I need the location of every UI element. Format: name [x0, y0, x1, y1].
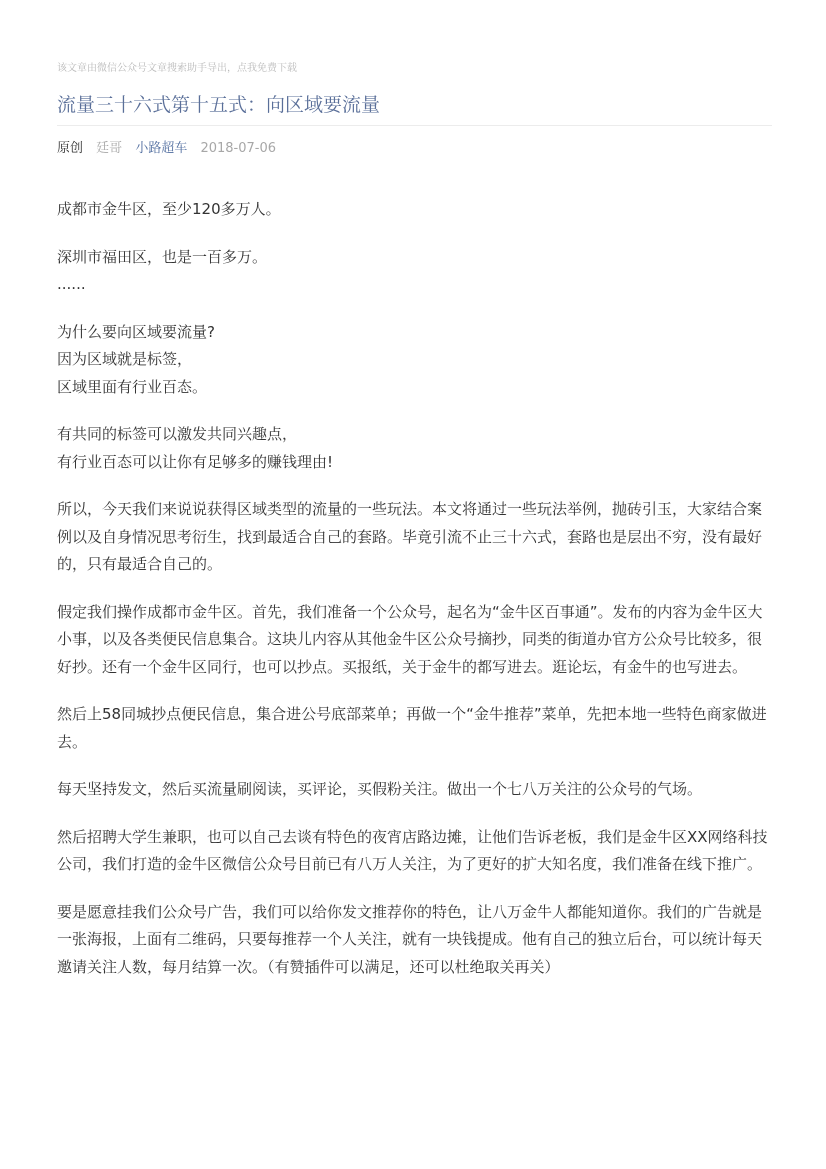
paragraph-7: 然后上58同城抄点便民信息，集合进公号底部菜单；再做一个“金牛推荐”菜单，先把本地一些特色商家做进去。	[57, 705, 767, 751]
paragraph-line: 为什么要向区域要流量?	[57, 322, 215, 341]
paragraph-line: 因为区域就是标签，	[57, 350, 193, 368]
article-body	[57, 196, 772, 1001]
paragraph-10: 要是愿意挂我们公众号广告，我们可以给你发文推荐你的特色，让八万金牛人都能知道你。我们的广告就是一张海报，上面有二维码，只要每推荐一个人关注，就有一块钱提成。他有自己的独立后台，可以统计每天邀请关注人数，每月结算一次。（有赞插件可以满足，还可以杜绝取关再关）	[57, 902, 763, 976]
paragraph-6: 假定我们操作成都市金牛区。首先，我们准备一个公众号，起名为“金牛区百事通”。发布的内容为金牛区大小事，以及各类便民信息集合。这块儿内容从其他金牛区公众号摘抄，同类的街道办官方公众号比较多，很好抄。还有一个金牛区同行，也可以抄点。买报纸，关于金牛的都写进去。逛论坛，有金牛的也写进去。	[57, 602, 763, 676]
paragraph-line: 区域里面有行业百态。	[57, 377, 208, 396]
paragraph-5: 所以，今天我们来说说获得区域类型的流量的一些玩法。本文将通过一些玩法举例，抛砖引玉，大家结合案例以及自身情况思考衍生，找到最适合自己的套路。毕竟引流不止三十六式，套路也是层出不穷，没有最好的，只有最适合自己的。	[57, 500, 763, 573]
paragraph-line: 成都市金牛区，至少120多万人。	[57, 200, 281, 218]
export-note-link[interactable]: 该文章由微信公众号文章搜索助手导出，点我免费下载	[57, 63, 297, 74]
paragraph-line: 有行业百态可以让你有足够多的赚钱理由!	[57, 452, 334, 471]
paragraph-9: 然后招聘大学生兼职，也可以自己去谈有特色的夜宵店路边摊，让他们告诉老板，我们是金牛区XX网络科技公司，我们打造的金牛区微信公众号目前已有八万人关注，为了更好的扩大知名度，我们准备在线下推广。	[57, 827, 768, 873]
ellipsis-line: ......	[57, 275, 86, 293]
paragraph-line: 有共同的标签可以激发共同兴趣点，	[57, 425, 298, 443]
title-divider	[57, 125, 772, 126]
paragraph-1	[57, 196, 772, 224]
paragraph-2	[57, 244, 772, 299]
account-link[interactable]: 小路超车	[135, 141, 188, 156]
paragraph-line: 深圳市福田区，也是一百多万。	[57, 247, 268, 266]
paragraph-3	[57, 319, 772, 402]
article-meta	[57, 140, 285, 158]
paragraph-8: 每天坚持发文，然后买流量刷阅读，买评论，买假粉关注。做出一个七八万关注的公众号的气场。	[57, 780, 703, 798]
publish-date: 2018-07-06	[200, 141, 277, 156]
article-title: 流量三十六式第十五式：向区域要流量	[57, 94, 381, 116]
original-badge: 原创	[57, 141, 84, 156]
paragraph-4	[57, 421, 772, 476]
author-name: 廷哥	[96, 141, 123, 156]
